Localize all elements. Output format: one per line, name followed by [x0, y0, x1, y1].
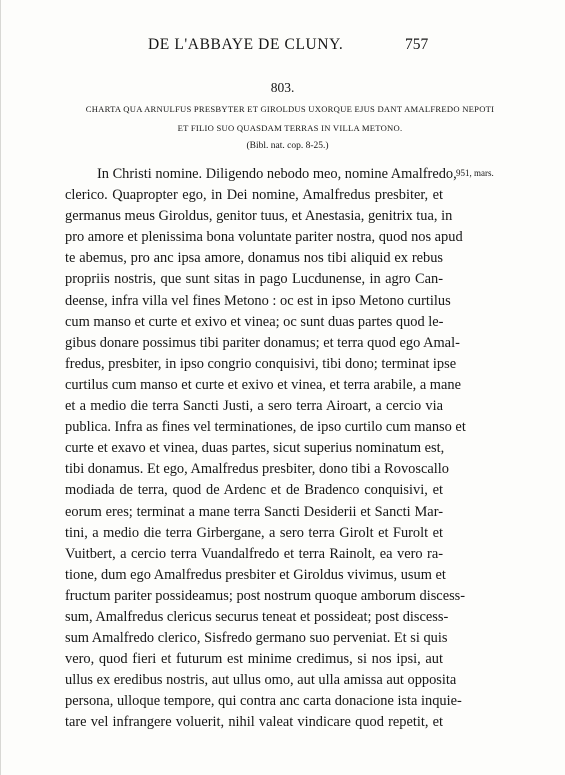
- running-title: DE L'ABBAYE DE CLUNY.: [148, 36, 344, 53]
- body-line: te abemus, pro anc ipsa amore, donamus nos tibi aliquid ex rebus: [65, 250, 443, 267]
- date-note: 951, mars.: [456, 168, 494, 178]
- body-line: sum, Amalfredus clericus securus teneat et possideat; post discess-: [65, 608, 449, 625]
- body-line: germanus meus Giroldus, genitor tuus, et Anestasia, genitrix tua, in: [65, 208, 453, 225]
- body-line: tini, a medio die terra Girbergane, a sero terra Girolt et Furolt et: [65, 524, 443, 541]
- running-head: [0, 36, 565, 56]
- source-reference: (Bibl. nat. cop. 8-25.): [246, 141, 329, 151]
- charter-caption: [20, 100, 560, 138]
- charter-caption-line: CHARTA QUA ARNULFUS PRESBYTER ET GIROLDUS UXORQUE EJUS DANT AMALFREDO NEPOTI: [85, 104, 495, 114]
- body-line: pro amore et plenissima bona voluntate pariter nostra, quod nos apud: [65, 229, 463, 246]
- charter-number: 803.: [270, 80, 295, 95]
- body-line: fredus, presbiter, in ipso congrio conquisivi, tibi dono; terminat ipse: [65, 355, 457, 372]
- body-line: clerico. Quapropter ego, in Dei nomine, Amalfredus presbiter, et: [65, 187, 443, 204]
- body-line: curtilus cum manso et curte et exivo et vinea, et terra arabile, a mane: [65, 376, 461, 393]
- body-line: persona, ulloque tempore, qui contra anc carta donacione ista inquie-: [65, 693, 462, 710]
- body-line: deense, infra villa vel fines Metono : oc est in ipso Metono curtilus: [65, 292, 451, 309]
- body-line: eorum eres; terminat a mane terra Sancti Desiderii et Sancti Mar-: [65, 503, 443, 520]
- charter-body: [65, 164, 466, 734]
- page-number: 757: [405, 36, 429, 53]
- body-line: fructum pariter possideamus; post nostrum quoque amborum discess-: [65, 587, 466, 604]
- body-line: modiada de terra, quod de Ardenc et de Bradenco conquisivi, et: [65, 482, 443, 499]
- body-line: vero, quod fieri et futurum est minime credimus, si nos ipsi, aut: [65, 651, 443, 668]
- body-line: sum Amalfredo clerico, Sisfredo germano suo perveniat. Et si quis: [65, 630, 448, 647]
- charter-caption-line: ET FILIO SUO QUASDAM TERRAS IN VILLA METONO.: [177, 123, 403, 133]
- body-line: publica. Infra as fines vel terminationes, de ipso curtilo cum manso et: [65, 419, 466, 436]
- body-line: cum manso et curte et exivo et vinea; oc sunt duas partes quod le-: [65, 313, 444, 330]
- body-line: et a medio die terra Sancti Justi, a sero terra Airoart, a cercio via: [65, 398, 443, 415]
- body-line: tare vel infrangere voluerit, nihil valeat vindicare quod repetit, et: [65, 714, 443, 731]
- body-line: ullus ex eredibus nostris, aut ullus omo, aut ulla amissa aut opposita: [65, 672, 457, 689]
- body-line: propriis nostris, que sunt sitas in pago Lucdunense, in agro Can-: [65, 271, 443, 288]
- body-line: In Christi nomine. Diligendo nebodo meo, nomine Amalfredo,: [97, 166, 457, 182]
- body-line: gibus donare possimus tibi pariter donamus; et terra quod ego Amal-: [65, 334, 460, 351]
- body-line: Vuitbert, a cercio terra Vuandalfredo et terra Rainolt, ea vero ra-: [65, 545, 443, 562]
- body-line: curte et exavo et vinea, duas partes, sicut superius nominatum est,: [65, 440, 445, 457]
- body-line: tione, dum ego Amalfredus presbiter et Giroldus vivimus, usum et: [65, 566, 446, 583]
- body-line: tibi donamus. Et ego, Amalfredus presbiter, dono tibi a Rovoscallo: [65, 461, 449, 478]
